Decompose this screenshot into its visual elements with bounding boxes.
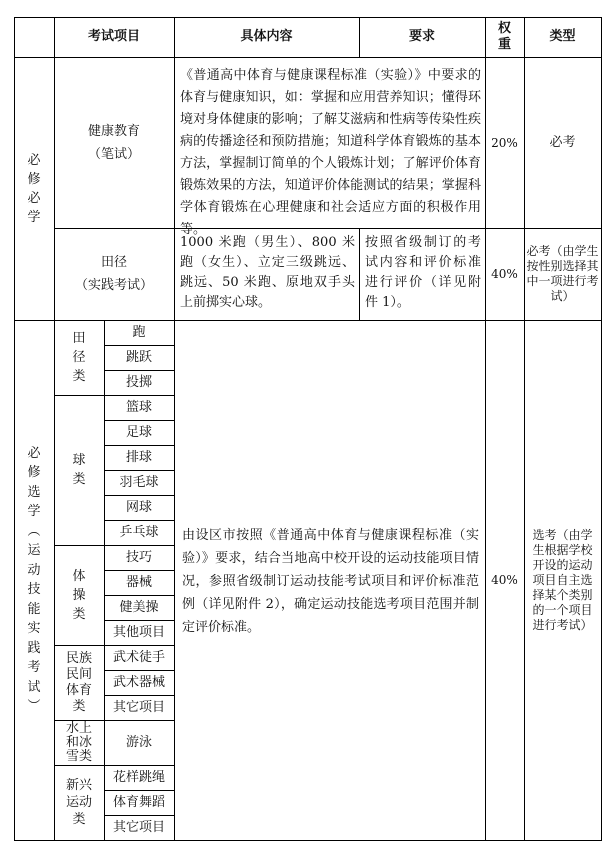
rule	[174, 17, 175, 841]
item-basketball: 篮球	[125, 399, 152, 415]
header-requirement: 要求	[408, 29, 435, 44]
track-type: 必考（由学生按性别选择其中一项进行考试）	[526, 244, 599, 303]
item-gym-other: 其他项目	[112, 624, 165, 640]
rule-bottom	[14, 840, 602, 841]
header-project: 考试项目	[87, 29, 140, 44]
item-wushu-weapon: 武术器械	[112, 674, 165, 690]
header-content: 具体内容	[240, 29, 293, 44]
item-football: 足球	[125, 424, 152, 440]
item-tennis: 网球	[125, 499, 152, 515]
rule	[359, 228, 360, 321]
compulsory-label: 必 修 必 学	[27, 152, 41, 225]
elective-label: 必 修 选 学 ︵ 运 动 技 能 实 践 考 试 ︶	[27, 445, 41, 714]
health-education-name: 健康教育 （笔试）	[87, 123, 140, 162]
item-swimming: 游泳	[125, 734, 152, 750]
track-requirement: 按照省级制订的考试内容和评价标准进行评价（详见附件 1）。	[365, 235, 481, 310]
item-badminton: 羽毛球	[119, 474, 159, 490]
category-gymnastics: 体 操 类	[72, 568, 86, 622]
item-jump: 跳跃	[125, 349, 152, 365]
category-folk: 民族 民间 体育 类	[65, 650, 92, 714]
exam-table	[14, 17, 602, 841]
item-folk-other: 其它项目	[112, 699, 165, 715]
header-type: 类型	[549, 29, 576, 44]
track-weight: 40%	[491, 267, 518, 281]
elective-weight: 40%	[491, 573, 518, 587]
item-sport-dance: 体育舞蹈	[112, 794, 165, 810]
item-emerging-other: 其它项目	[112, 819, 165, 835]
elective-content: 由设区市按照《普通高中体育与健康课程标准（实验）》要求，结合当地高中校开设的运动技能项目情况，参照省级制订运动技能考试项目和评价标准范例（详见附件 2），确定运动技能选考项目范围并制定评价标准。	[182, 528, 479, 635]
item-table-tennis: 乒乓球	[119, 524, 159, 540]
item-wushu-bare: 武术徒手	[112, 649, 165, 665]
track-content: 1000 米跑（男生）、800 米跑（女生）、立定三级跳远、跳远、50 米跑、原地双手头上前掷实心球。	[180, 235, 355, 310]
header-weight: 权 重	[497, 21, 511, 52]
rule-right	[601, 17, 602, 841]
health-education-content: 《普通高中体育与健康课程标准（实验）》中要求的体育与健康知识，如：掌握和应用营养知识；懂得环境对身体健康的影响；了解艾滋病和性病等传染性疾病的传播途径和预防措施；知道科学体育锻炼的基本方法，掌握制订简单的个人锻炼计划；了解评价体育锻炼效果的方法，知道评价体能测试的结果；掌握科学体育锻炼在心理健康和社会适应方面的积极作用等。	[180, 68, 481, 237]
category-ball: 球 类	[72, 453, 86, 487]
item-run: 跑	[132, 324, 146, 340]
item-apparatus: 器械	[125, 574, 152, 590]
elective-type: 选考（由学生根据学校开设的运动项目自主选择某个类别的一个项目进行考试）	[532, 527, 593, 632]
category-emerging: 新兴 运动 类	[65, 778, 92, 827]
category-water-ice: 水上 和冰 雪类	[65, 720, 92, 764]
item-skills: 技巧	[125, 549, 152, 565]
item-throw: 投掷	[125, 374, 152, 390]
item-volleyball: 排球	[125, 449, 152, 465]
item-aerobics: 健美操	[119, 599, 159, 615]
category-track: 田 径 类	[72, 331, 86, 384]
item-rope-skipping: 花样跳绳	[112, 769, 165, 785]
track-name: 田径 （实践考试）	[74, 255, 153, 293]
health-weight: 20%	[491, 135, 518, 150]
health-type: 必考	[549, 134, 576, 150]
